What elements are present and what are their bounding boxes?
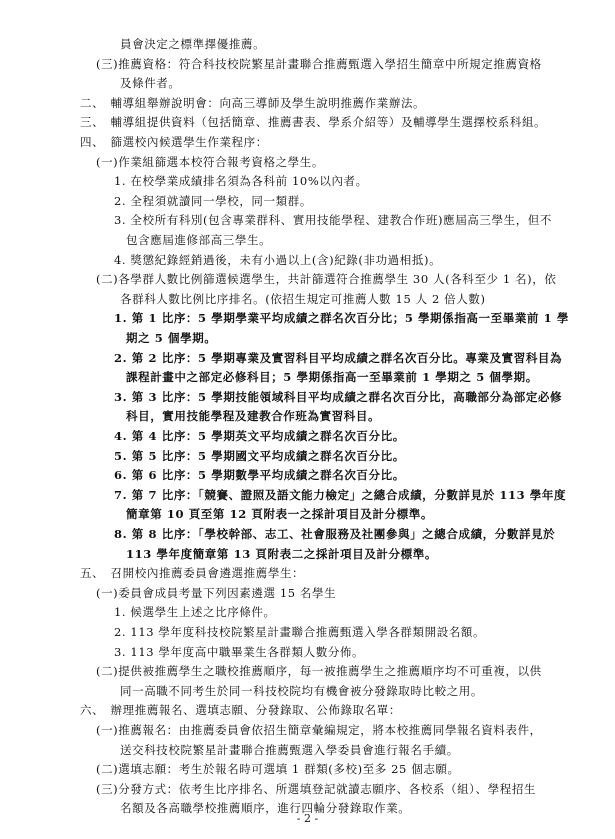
text-line: (三)分發方式：依考生比序排名、所選填登記就讀志願序、各校系（組）、學程招生 <box>96 781 537 796</box>
list-item: 2. 全程須就讀同一學校，同一類群。 <box>114 193 312 208</box>
list-item: 1. 候選學生上述之比序條件。 <box>114 605 276 620</box>
section-heading: 四、 篩選校內候選學生作業程序： <box>80 135 268 149</box>
text-line: 送交科技校院繁星計畫聯合推薦甄選入學委員會進行報名手續。 <box>120 742 459 757</box>
text-line: (三)推薦資格：符合科技校院繁星計畫聯合推薦甄選入學招生簡章中所規定推薦資格 <box>96 56 542 71</box>
list-item: 期之 5 個學期。 <box>126 331 217 345</box>
list-item: 6. 第 6 比序：5 學期數學平均成績之群名次百分比。 <box>114 468 405 483</box>
text-line: 及條件者。 <box>120 76 181 91</box>
list-item: 科目，實用技能學程及建教合作班為實習科目。 <box>126 409 381 424</box>
list-item: 5. 第 5 比序：5 學期國文平均成績之群名次百分比。 <box>114 448 405 463</box>
text-line: (二)提供被推薦學生之職校推薦順序，每一被推薦學生之推薦順序均不可重複，以供 <box>96 664 542 679</box>
list-item: 1. 在校學業成績排名須為各科前 10%以內者。 <box>114 174 368 189</box>
text-line: (二)選填志願：考生於報名時可選填 1 群類(多校)至多 25 個志願。 <box>96 762 460 777</box>
list-item: 4. 獎懲紀錄經銷過後，未有小過以上(含)紀錄(非功過相抵)。 <box>114 252 442 267</box>
list-item: 包含應屆進修部高三學生。 <box>126 233 272 247</box>
list-item: 1. 第 1 比序：5 學期學業平均成績之群名次百分比；5 學期係指高一至畢業前 1 學 <box>114 311 569 326</box>
list-item: 113 學年度簡章第 13 頁附表二之採計項目及計分標準。 <box>126 546 437 561</box>
section-heading: 三、 輔導組提供資料（包括簡章、推薦書表、學系介紹等）及輔導學生選擇校系科組。 <box>80 115 547 130</box>
text-line: 各群科人數比例比序排名。(依招生規定可推薦人數 15 人 2 倍人數) <box>120 291 486 306</box>
list-item: 4. 第 4 比序：5 學期英文平均成績之群名次百分比。 <box>114 429 405 443</box>
list-item: 8. 第 8 比序：「學校幹部、志工、社會服務及社團參與」之總合成績，分數詳見於 <box>114 527 556 541</box>
list-item: 3. 113 學年度高中職畢業生各群類人數分佈。 <box>114 644 365 659</box>
text-line: 員會決定之標準擇優推薦。 <box>120 37 266 51</box>
list-item: 3. 第 3 比序：5 學期技能領域科目平均成績之群名次百分比，高職部分為部定必修 <box>114 389 563 404</box>
page-number: - 2 - <box>296 812 319 825</box>
list-item: 7. 第 7 比序：「競賽、證照及語文能力檢定」之總合成績，分數詳見於 113 學年度 <box>114 487 567 502</box>
text-line: (一)委員會成員考量下列因素遴選 15 名學生 <box>96 585 337 600</box>
list-item: 簡章第 10 頁至第 12 頁附表一之採計項目及計分標準。 <box>126 507 433 522</box>
list-item: 2. 113 學年度科技校院繁星計畫聯合推薦甄選入學各群類開設名額。 <box>114 625 486 639</box>
list-item: 2. 第 2 比序：5 學期專業及實習科目平均成績之群名次百分比。專業及實習科目為 <box>114 350 563 365</box>
section-heading: 五、 召開校內推薦委員會遴選推薦學生： <box>80 566 305 581</box>
text-line: (二)各學群人數比例篩選候選學生，共計篩選符合推薦學生 30 人(各科至少 1 名)，依 <box>96 272 557 287</box>
text-line: 同一高職不同考生於同一科技校院均有機會被分發錄取時比較之用。 <box>120 683 483 698</box>
text-line: (一)作業組篩選本校符合報考資格之學生。 <box>96 154 324 169</box>
text-line: 名額及各高職學校推薦順序，進行四輪分發錄取作業。 <box>120 801 411 816</box>
section-heading: 六、 辦理推薦報名、選填志願、分發錄取、公佈錄取名單： <box>80 703 401 718</box>
text-line: (一)推薦報名：由推薦委員會依招生簡章彙編規定，將本校推薦同學報名資料表件， <box>96 723 542 737</box>
section-heading: 二、 輔導組舉辦說明會：向高三導師及學生說明推薦作業辦法。 <box>80 95 426 110</box>
list-item: 3. 全校所有科別(包含專業群科、實用技能學程、建教合作班)應屆高三學生，但不 <box>114 213 552 228</box>
list-item: 課程計畫中之部定必修科目；5 學期係指高一至畢業前 1 學期之 5 個學期。 <box>126 370 538 385</box>
